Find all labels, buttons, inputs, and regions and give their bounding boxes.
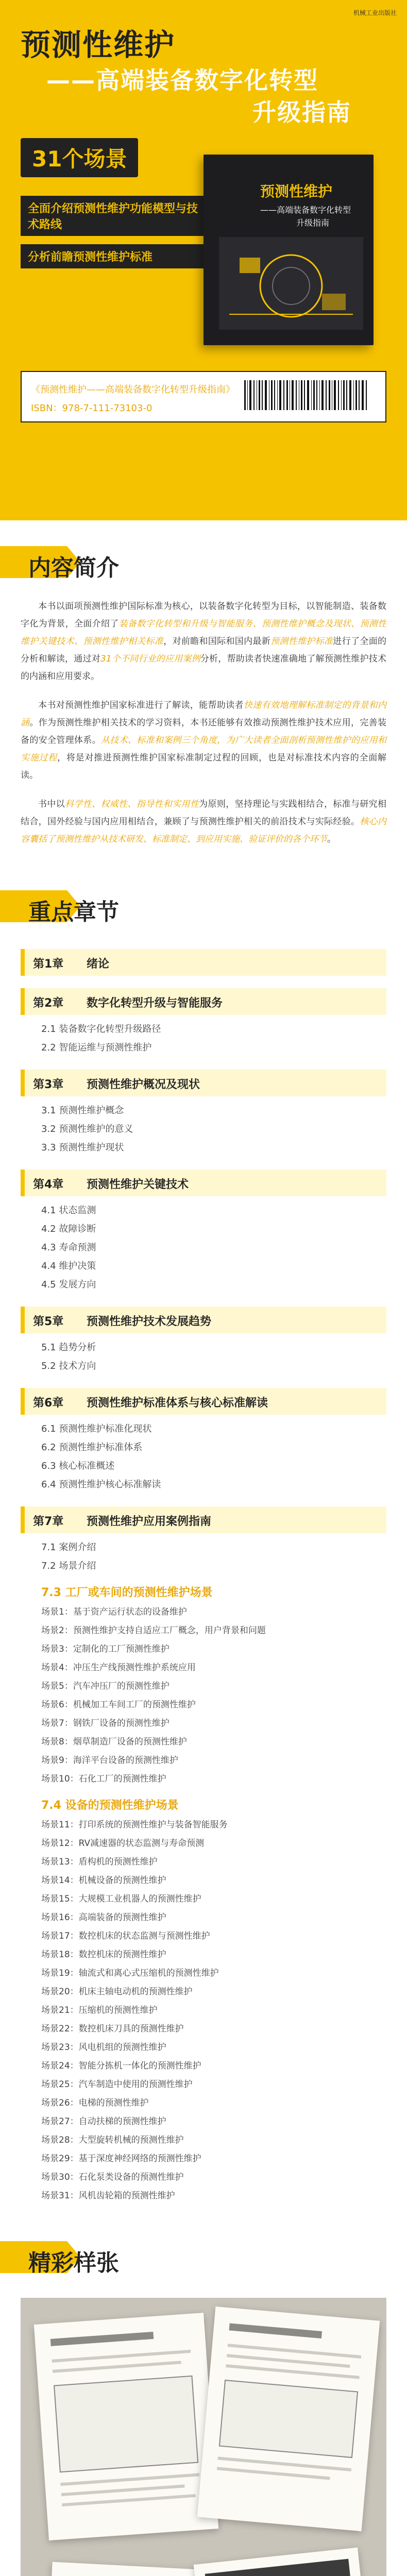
scenes-factory-heading: 7.3 工厂或车间的预测性维护场景: [41, 1586, 213, 1599]
chapter-title: [21, 1070, 386, 1096]
chapter-item: 2.1 装备数字化转型升级路径: [41, 1024, 161, 1035]
isbn-text: ISBN：978-7-111-73103-0: [31, 403, 152, 414]
scene-item: 场景11：打印系统的预测性维护与装备智能服务: [41, 1820, 228, 1830]
book-title: 预测性维护: [21, 27, 176, 62]
scene-item: 场景31：风机齿轮箱的预测性维护: [41, 2191, 175, 2201]
scene-item: 场景8：烟草制造厂设备的预测性维护: [41, 1737, 187, 1747]
scene-item: 场景13：盾构机的预测性维护: [41, 1857, 158, 1867]
scene-count-badge: 31个场景: [21, 138, 138, 177]
scene-item: 场景3：定制化的工厂预测性维护: [41, 1644, 169, 1654]
scene-item: 场景20：机床主轴电动机的预测性维护: [41, 1987, 193, 1997]
publisher-logo: 机械工业出版社: [353, 9, 397, 16]
book-subtitle-line2: 升级指南: [252, 98, 351, 126]
chapter-number: 第4章: [33, 1178, 64, 1191]
scene-item: 场景16：高端装备的预测性维护: [41, 1912, 166, 1923]
scene-item: 场景29：基于深度神经网络的预测性维护: [41, 2154, 201, 2164]
chapter-name: 绪论: [87, 958, 110, 971]
scene-item: 场景23：风电机组的预测性维护: [41, 2042, 166, 2053]
scene-item: 场景18：数控机床的预测性维护: [41, 1950, 166, 1960]
scene-item: 场景2：预测性维护支持自适应工厂概念，用户背景和问题: [41, 1625, 266, 1636]
chapter-items: [21, 1333, 386, 1376]
sample-page-3: [41, 2562, 207, 2576]
samples-heading: [0, 2236, 407, 2277]
chapter-title: [21, 1170, 386, 1196]
scene-item: 场景5：汽车冲压厂的预测性维护: [41, 1681, 169, 1691]
chapter-title: [21, 1307, 386, 1333]
hero-banner: [0, 0, 407, 520]
feature-bullet-1: 全面介绍预测性维护功能模型与技术路线: [21, 196, 206, 236]
chapter-item: 5.1 趋势分析: [41, 1342, 96, 1353]
scene-item: 场景25：汽车制造中使用的预测性维护: [41, 2079, 193, 2090]
chapter-items: [21, 1015, 386, 1057]
scene-item: 场景19：轴流式和离心式压缩机的预测性维护: [41, 1968, 219, 1978]
feature-bullet-2: 分析前瞻预测性维护标准: [21, 244, 206, 268]
chapter-name: 数字化转型升级与智能服务: [87, 997, 223, 1010]
scene-item: 场景24：智能分拣机一体化的预测性维护: [41, 2061, 201, 2071]
cover-subtitle-1: ——高端装备数字化转型: [260, 205, 351, 215]
chapter-item: 6.1 预测性维护标准化现状: [41, 1423, 152, 1434]
chapter-list: [0, 926, 407, 2215]
scene-item: 场景26：电梯的预测性维护: [41, 2098, 149, 2108]
sample-page-1: [34, 2313, 218, 2540]
book-subtitle-line1: ——高端装备数字化转型: [46, 66, 318, 94]
scene-item: 场景30：石化泵类设备的预测性维护: [41, 2172, 184, 2182]
chapter-item: 3.2 预测性维护的意义: [41, 1124, 133, 1134]
chapter-item: 2.2 智能运维与预测性维护: [41, 1042, 152, 1053]
sample-page-2: [197, 2307, 380, 2531]
chapter-title: [21, 949, 386, 976]
scene-item: 场景22：数控机床刀具的预测性维护: [41, 2024, 184, 2034]
sample-page-4: [194, 2548, 383, 2576]
barcode-icon: [241, 377, 370, 418]
book-cover-image: [204, 155, 374, 345]
scene-item: 场景12：RV减速器的状态监测与寿命预测: [41, 1838, 205, 1849]
scene-item: 场景1：基于资产运行状态的设备维护: [41, 1607, 187, 1617]
chapter-name: 预测性维护技术发展趋势: [87, 1315, 212, 1328]
chapter-number: 第1章: [33, 958, 64, 971]
chapter-item: 4.2 故障诊断: [41, 1224, 96, 1234]
chapter-number: 第5章: [33, 1315, 64, 1328]
chapter-title: [21, 1506, 386, 1533]
intro-paragraph-1: 本书以面项预测性维护国际标准为核心，以装备数字化转型为目标，以智能制造、装备数字化为背景，全面介绍了装备数字化转型和升级与智能服务、预测性维护概念及现状、预测性维护关键技术、预测性维护相关标准，对前瞻和国际和国内最新预测性维护标准进行了全面的分析和解读，通过对31个不同行业的应用案例分析，帮助读者快速准确地了解预测性维护技术的内涵和应用要求。: [21, 601, 387, 682]
scene-item: 场景27：自动扶梯的预测性维护: [41, 2116, 166, 2127]
chapter-item: 3.3 预测性维护现状: [41, 1142, 124, 1153]
chapters-heading-text: 重点章节: [28, 899, 119, 925]
chapter-item: 7.2 场景介绍: [41, 1561, 96, 1571]
chapter-item: 3.1 预测性维护概念: [41, 1105, 124, 1116]
samples-heading-text: 精彩样张: [28, 2250, 119, 2276]
intro-heading: [0, 541, 407, 582]
chapter-item: 6.2 预测性维护标准体系: [41, 1442, 143, 1453]
chapter-item: 5.2 技术方向: [41, 1361, 96, 1371]
feature-bullets: [21, 196, 206, 277]
chapter-name: 预测性维护关键技术: [87, 1178, 189, 1191]
intro-paragraph-3: 书中以科学性、权威性、指导性和实用性为原则，坚持理论与实践相结合，标准与研究相结合，国外经验与国内应用相结合，兼顾了与预测性维护相关的前沿技术与实际经验。核心内容囊括了预测性维护从技术研发、标准制定、到应用实施、验证评价的各个环节。: [21, 799, 387, 844]
chapter-number: 第6章: [33, 1397, 64, 1410]
scene-item: 场景28：大型旋转机械的预测性维护: [41, 2135, 184, 2145]
chapter-item: 4.5 发展方向: [41, 1279, 96, 1290]
chapter-item: 6.3 核心标准概述: [41, 1461, 115, 1471]
intro-paragraph-2: 本书对预测性维护国家标准进行了解读，能帮助读者快速有效地理解标准制定的背景和内涵。作为预测性维护相关技术的学习资料，本书还能够有效推动预测性维护技术应用，完善装备的安全管理体系。从技术、标准和案例三个角度，为广大读者全面剖析预测性维护的应用和实施过程，将是对推进预测性维护国家标准制定过程的回顾，也是对标准技术内容的全面解读。: [21, 700, 387, 781]
scenes-equipment-heading: 7.4 设备的预测性维护场景: [41, 1799, 179, 1812]
chapter-name: 预测性维护标准体系与核心标准解读: [87, 1397, 268, 1410]
chapter-items: [21, 1533, 386, 1575]
chapter-items: [21, 1415, 386, 1494]
chapter-item: 4.3 寿命预测: [41, 1242, 96, 1253]
chapter-item: 4.1 状态监测: [41, 1205, 96, 1216]
sample-pages: [0, 2287, 407, 2576]
cover-illustration: [219, 237, 363, 330]
cover-subtitle-2: 升级指南: [296, 218, 330, 228]
scene-item: 场景6：机械加工车间工厂的预测性维护: [41, 1700, 196, 1710]
chapter-title: [21, 988, 386, 1015]
chapter-items: [21, 1096, 386, 1157]
chapter-name: 预测性维护应用案例指南: [87, 1515, 212, 1528]
intro-heading-text: 内容简介: [28, 555, 119, 581]
chapter-number: 第2章: [33, 997, 64, 1010]
scene-item: 场景9：海洋平台设备的预测性维护: [41, 1755, 178, 1766]
intro-text: [0, 582, 407, 865]
chapter-item: 6.4 预测性维护核心标准解读: [41, 1479, 161, 1490]
chapter-item: 4.4 维护决策: [41, 1261, 96, 1272]
isbn-box: [21, 371, 386, 422]
scene-item: 场景21：压缩机的预测性维护: [41, 2005, 158, 2015]
scene-item: 场景4：冲压生产线预测性维护系统应用: [41, 1663, 196, 1673]
cover-title: 预测性维护: [260, 183, 333, 200]
book-reference: 《预测性维护——高端装备数字化转型升级指南》: [31, 384, 235, 395]
scene-item: 场景7：钢铁厂设备的预测性维护: [41, 1718, 169, 1728]
chapter-number: 第3章: [33, 1078, 64, 1091]
chapter-item: 7.1 案例介绍: [41, 1542, 96, 1553]
chapter-name: 预测性维护概况及现状: [87, 1078, 200, 1091]
scene-item: 场景15：大规模工业机器人的预测性维护: [41, 1894, 201, 1904]
chapter-number: 第7章: [33, 1515, 64, 1528]
scene-item: 场景17：数控机床的状态监测与预测性维护: [41, 1931, 210, 1941]
sample-pages-photo: [21, 2298, 386, 2576]
chapters-heading: [0, 885, 407, 926]
scene-item: 场景10：石化工厂的预测性维护: [41, 1774, 166, 1784]
scene-item: 场景14：机械设备的预测性维护: [41, 1875, 166, 1886]
chapter-title: [21, 1388, 386, 1415]
chapter-items: [21, 1196, 386, 1294]
